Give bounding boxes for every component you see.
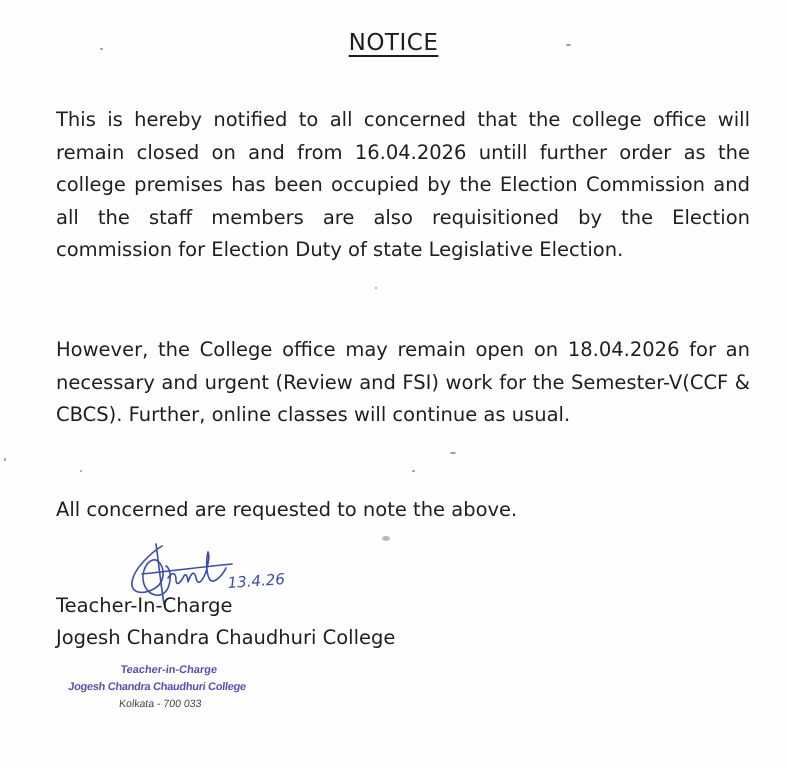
scan-speck [4, 458, 6, 461]
notice-title [0, 30, 787, 56]
signature-date: 13.4.26 [227, 570, 286, 592]
stamp-line-address: Kolkata - 700 033 [118, 698, 203, 710]
scan-speck [375, 287, 377, 289]
paragraph-office-open: However, the College office may remain open on 18.04.2026 for an necessary and urgent (Review and FSI) work for the Semester-V(CCF & CBCS). Further, online classes will continue as usual. [56, 338, 750, 427]
signatory-block [56, 590, 395, 654]
official-stamp [49, 662, 264, 713]
scan-speck [450, 452, 456, 454]
stamp-line-designation: Teacher-in-Charge [120, 664, 218, 676]
signatory-designation: Teacher-In-Charge [56, 594, 233, 617]
stamp-line-college: Jogesh Chandra Chaudhuri College [67, 681, 247, 693]
scan-speck [382, 536, 390, 541]
scan-speck [80, 470, 82, 472]
notice-title-text: NOTICE [348, 30, 439, 56]
paragraph-request: All concerned are requested to note the above. [56, 498, 518, 521]
paragraph-closure: This is hereby notified to all concerned that the college office will remain closed on and from 16.04.2026 untill further order as the college premises has been occupied by the Election Commission and all the staff members are also requisitioned by the Election commission for Election Duty of state Legislative Election. [56, 108, 750, 262]
scan-speck [412, 470, 415, 472]
signatory-institution: Jogesh Chandra Chaudhuri College [56, 626, 396, 649]
scan-speck [100, 48, 103, 50]
scan-speck [566, 44, 571, 46]
